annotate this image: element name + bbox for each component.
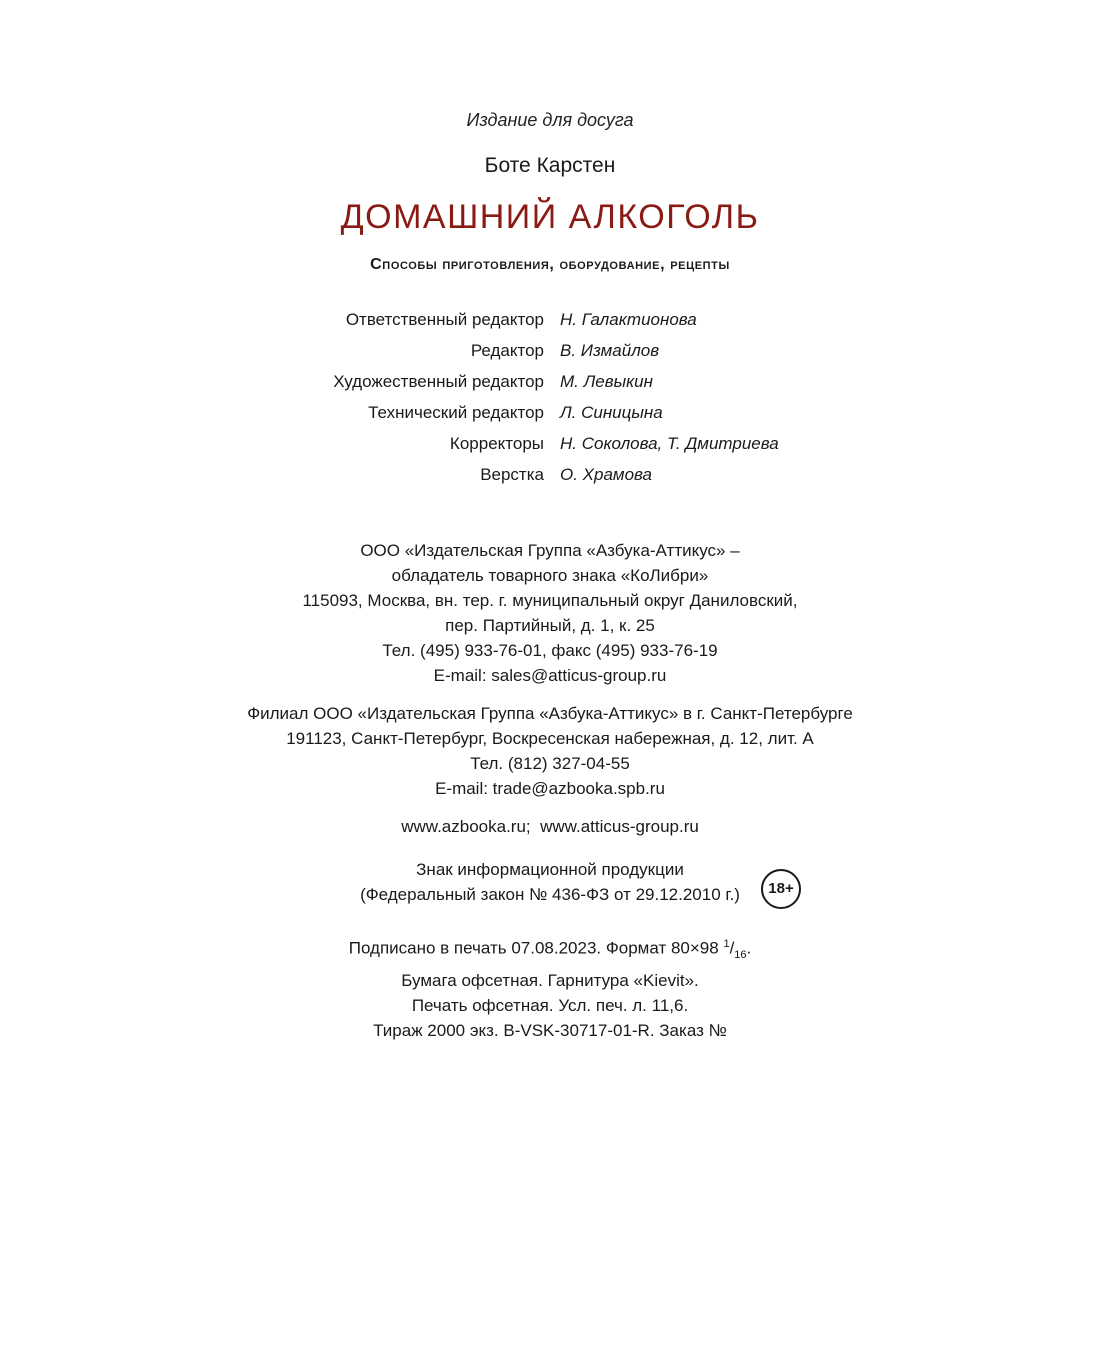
credit-role: Ответственный редактор: [345, 310, 544, 329]
credit-name: Л. Синицына: [560, 403, 663, 422]
credit-role: Верстка: [480, 465, 544, 484]
credit-row: [0, 338, 1100, 369]
credit-role: Художественный редактор: [333, 372, 544, 391]
print-signed-text: Подписано в печать 07.08.2023. Формат 80×98: [348, 938, 724, 958]
credits-list: [0, 307, 1100, 493]
branch-line: Тел. (812) 327-04-55: [470, 754, 630, 773]
series-label: Издание для досуга: [466, 110, 634, 130]
publisher-line: Тел. (495) 933-76-01, факс (495) 933-76-19: [382, 641, 718, 660]
printing-line: Печать офсетная. Усл. печ. л. 11,6.: [411, 996, 689, 1016]
info-sign-law: (Федеральный закон № 436-ФЗ от 29.12.2010 г.): [360, 885, 740, 904]
branch-line: Филиал ООО «Издательская Группа «Азбука-Аттикус» в г. Санкт-Петербурге: [247, 704, 853, 723]
print-signed-line: Подписано в печать 07.08.2023. Формат 80×98 $^1/_{16}$.: [348, 938, 752, 962]
print-signed-end: .: [746, 938, 752, 958]
publisher-email: E-mail: sales@atticus-group.ru: [433, 666, 667, 685]
branch-email: E-mail: trade@azbooka.spb.ru: [435, 779, 665, 798]
credit-row: [0, 431, 1100, 462]
credit-name: В. Измайлов: [560, 341, 660, 360]
author-name: Боте Карстен: [484, 154, 616, 177]
book-subtitle: Способы приготовления, оборудование, рецепты: [370, 256, 730, 273]
credit-row: [0, 307, 1100, 338]
publisher-line: 115093, Москва, вн. тер. г. муниципальный округ Даниловский,: [302, 591, 798, 610]
publisher-line: ООО «Издательская Группа «Азбука-Аттикус» –: [360, 541, 740, 560]
age-rating-badge: 18+: [761, 869, 801, 909]
credit-role: Редактор: [470, 341, 544, 360]
credit-name: Н. Соколова, Т. Дмитриева: [560, 434, 779, 453]
credit-row: [0, 462, 1100, 493]
publisher-line: обладатель товарного знака «КоЛибри»: [391, 566, 709, 585]
credit-role: Технический редактор: [368, 403, 544, 422]
publisher-block: [0, 538, 1100, 688]
credit-name: М. Левыкин: [560, 372, 653, 391]
websites-line: [0, 814, 1100, 839]
info-sign-block: [0, 857, 1100, 907]
credit-name: О. Храмова: [560, 465, 652, 484]
format-denominator: 16: [734, 949, 747, 962]
circulation-line: Тираж 2000 экз. B-VSK-30717-01-R. Заказ №: [373, 1021, 727, 1041]
branch-line: 191123, Санкт-Петербург, Воскресенская набережная, д. 12, лит. А: [286, 729, 814, 748]
websites-text: www.azbooka.ru; www.atticus-group.ru: [401, 817, 699, 836]
credit-row: [0, 369, 1100, 400]
format-numerator: 1: [723, 938, 730, 950]
print-info-block: [0, 932, 1100, 1043]
branch-block: [0, 701, 1100, 801]
credit-name: Н. Галактионова: [560, 310, 697, 329]
book-title: ДОМАШНИЙ АЛКОГОЛЬ: [340, 198, 760, 236]
credit-row: [0, 400, 1100, 431]
publisher-line: пер. Партийный, д. 1, к. 25: [445, 616, 655, 635]
credit-role: Корректоры: [449, 434, 544, 453]
info-sign-line: Знак информационной продукции: [416, 860, 684, 879]
paper-line: Бумага офсетная. Гарнитура «Kievit».: [401, 971, 699, 991]
